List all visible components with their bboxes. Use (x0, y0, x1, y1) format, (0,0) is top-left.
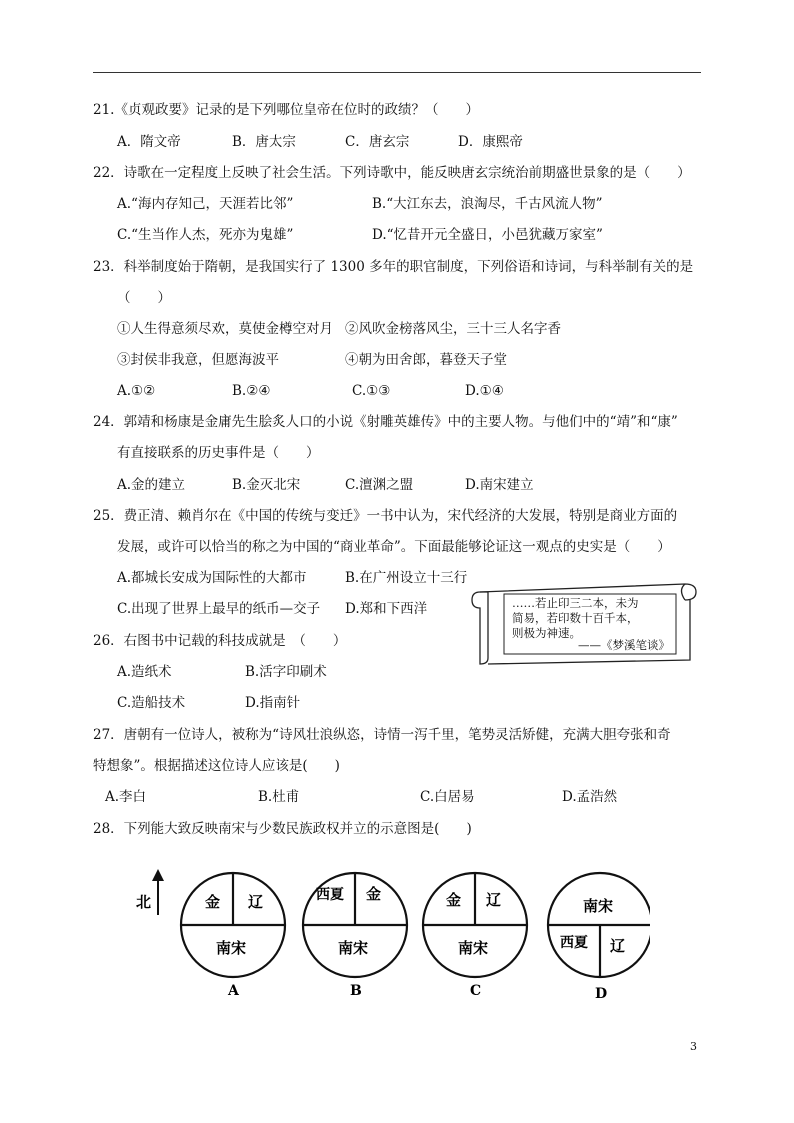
circle-b-label: B (350, 983, 362, 999)
q23-option-b: B.②④ (232, 383, 271, 399)
circle-d-bottom-left: 西夏 (560, 935, 588, 951)
map-diagram (130, 855, 650, 1005)
q23-option-d: D.①④ (465, 383, 504, 399)
q26-option-b: B.活字印刷术 (245, 664, 327, 680)
circle-b-top-left: 西夏 (316, 887, 344, 903)
circle-b-bottom: 南宋 (338, 939, 369, 957)
q22-option-b: B.“大江东去，浪淘尽，千古风流人物” (372, 196, 603, 212)
q23-option-c: C.①③ (352, 383, 391, 399)
q23-item-4: ④朝为田舍郎，暮登天子堂 (345, 352, 507, 368)
q27-option-b: B.杜甫 (258, 789, 300, 805)
q21-stem: 21.《贞观政要》记录的是下列哪位皇帝在位时的政绩？（ ） (93, 102, 479, 118)
q24-option-b: B.金灭北宋 (232, 477, 301, 493)
header-rule (93, 72, 701, 73)
diagram-circle-c (423, 873, 527, 977)
q21-option-c: C．唐玄宗 (345, 134, 410, 150)
q25-stem-line2: 发展，或许可以恰当的称之为中国的“商业革命”。下面最能够论证这一观点的史实是（ ） (117, 539, 671, 555)
scroll-source: ——《梦溪笔谈》 (578, 638, 670, 652)
q27-option-d: D.孟浩然 (562, 789, 618, 805)
q23-item-3: ③封侯非我意，但愿海波平 (117, 352, 279, 368)
circle-c-label: C (470, 983, 482, 999)
q22-option-c: C.“生当作人杰，死亦为鬼雄” (117, 227, 294, 243)
q25-option-c: C.出现了世界上最早的纸币—交子 (117, 601, 321, 617)
q23-item-1: ①人生得意须尽欢，莫使金樽空对月 (117, 321, 333, 337)
scroll-text-3: 则极为神速。 (512, 626, 581, 640)
q26-stem: 26．右图书中记载的科技成就是 （ ） (93, 633, 347, 649)
q21-option-b: B．唐太宗 (232, 134, 296, 150)
page-number: 3 (690, 1040, 697, 1053)
q22-option-a: A.“海内存知己，天涯若比邻” (117, 196, 294, 212)
q28-stem: 28．下列能大致反映南宋与少数民族政权并立的示意图是( ) (93, 821, 472, 837)
circle-c-top-left: 金 (446, 891, 462, 909)
circle-d-label: D (595, 986, 608, 1002)
circle-d-top: 南宋 (583, 897, 614, 915)
q23-stem-line1: 23．科举制度始于隋朝，是我国实行了 1300 多年的职官制度，下列俗语和诗词，与科举制有关的是 (93, 259, 694, 275)
q25-stem-line1: 25．费正清、赖肖尔在《中国的传统与变迁》一书中认为，宋代经济的大发展，特别是商业方面的 (93, 508, 678, 524)
north-label: 北 (136, 893, 152, 911)
q27-option-a: A.李白 (105, 789, 147, 805)
q23-option-a: A.①② (117, 383, 156, 399)
q21-option-d: D．康熙帝 (458, 134, 523, 150)
q27-stem-line2: 特想象”。根据描述这位诗人应该是( ) (93, 758, 340, 774)
q24-stem-line1: 24．郭靖和杨康是金庸先生脍炙人口的小说《射雕英雄传》中的主要人物。与他们中的“靖”和“康” (93, 414, 678, 430)
q25-option-d: D.郑和下西洋 (345, 601, 428, 617)
q21-option-a: A．隋文帝 (117, 134, 181, 150)
circle-b-top-right: 金 (366, 885, 382, 903)
circle-d-bottom-right: 辽 (610, 937, 626, 955)
scroll-illustration (470, 580, 700, 672)
q22-stem: 22．诗歌在一定程度上反映了社会生活。下列诗歌中，能反映唐玄宗统治前期盛世景象的是（ ） (93, 165, 691, 181)
q25-option-a: A.都城长安成为国际性的大都市 (117, 570, 307, 586)
q23-stem-line2: （ ） (117, 290, 171, 306)
q24-option-d: D.南宋建立 (465, 477, 534, 493)
q27-option-c: C.白居易 (420, 789, 475, 805)
q23-item-2: ②风吹金榜落风尘，三十三人名字香 (345, 321, 561, 337)
scroll-text-2: 简易，若印数十百千本， (512, 611, 639, 625)
q26-option-c: C.造船技术 (117, 695, 186, 711)
q26-option-d: D.指南针 (245, 695, 301, 711)
circle-a-bottom: 南宋 (216, 939, 247, 957)
diagram-circle-d (548, 873, 650, 977)
circle-a-label: A (228, 983, 239, 999)
circle-a-top-left: 金 (205, 893, 221, 911)
q27-stem-line1: 27．唐朝有一位诗人，被称为“诗风壮浪纵恣，诗情一泻千里，笔势灵活矫健，充满大胆夸张和奇 (93, 727, 671, 743)
diagram-circle-a (181, 873, 285, 977)
circle-a-top-right: 辽 (248, 893, 264, 911)
q24-stem-line2: 有直接联系的历史事件是（ ） (117, 445, 320, 461)
north-arrow-icon (152, 869, 164, 915)
q25-option-b: B.在广州设立十三行 (345, 570, 468, 586)
scroll-text-1: ……若止印三二本，未为 (512, 596, 639, 610)
q22-option-d: D.“忆昔开元全盛日，小邑犹藏万家室” (372, 227, 603, 243)
q26-option-a: A.造纸术 (117, 664, 172, 680)
q24-option-c: C.澶渊之盟 (345, 477, 414, 493)
q24-option-a: A.金的建立 (117, 477, 186, 493)
circle-c-bottom: 南宋 (458, 939, 489, 957)
circle-c-top-right: 辽 (486, 891, 502, 909)
